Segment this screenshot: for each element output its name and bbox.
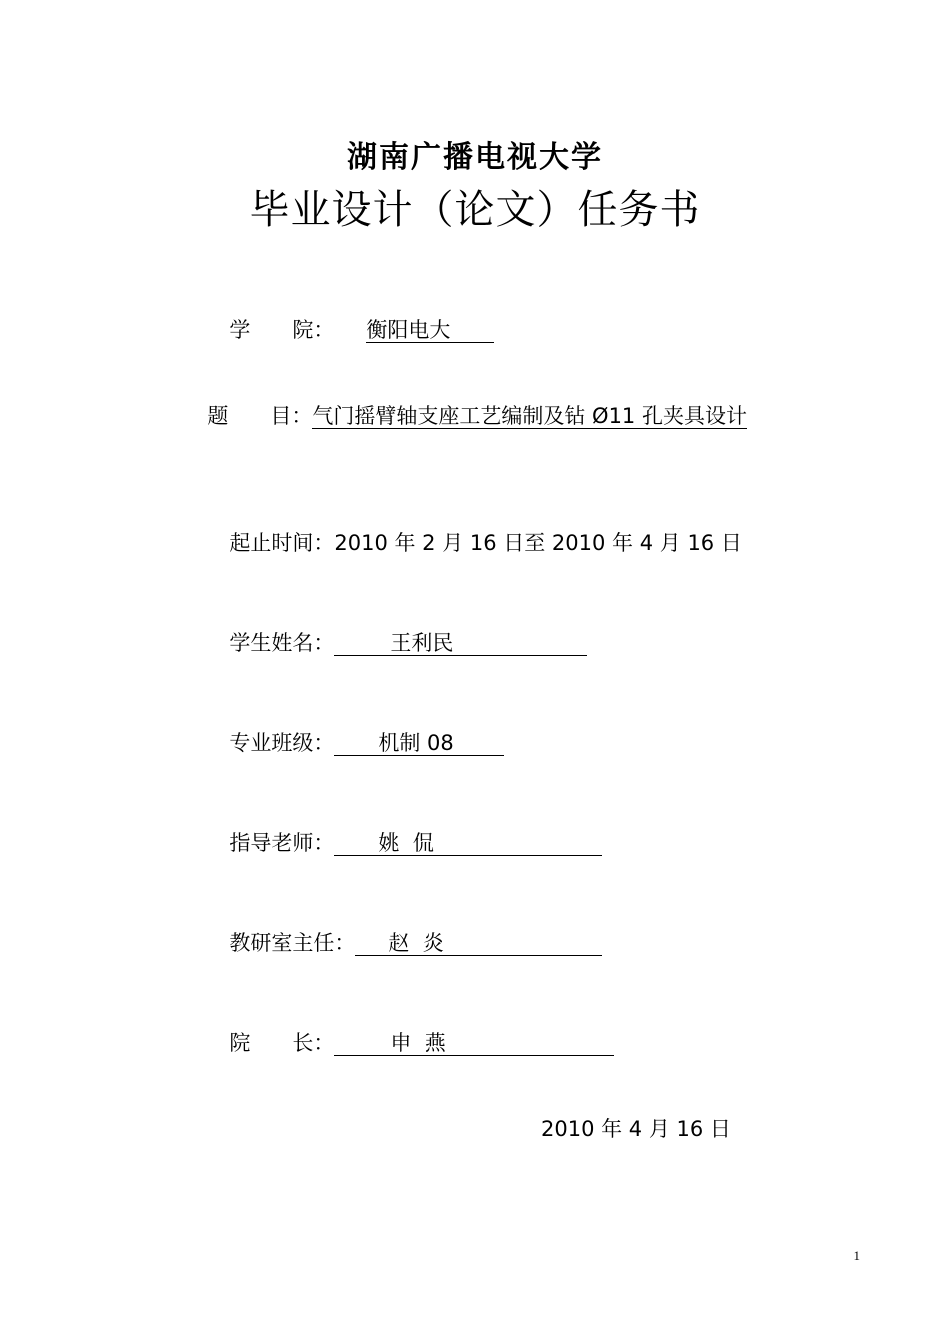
advisor-value: 姚 侃 <box>334 831 601 856</box>
dean-value: 申 燕 <box>334 1031 613 1056</box>
student-row <box>216 601 587 657</box>
topic-row <box>194 374 747 430</box>
major-class-label: 专业班级： <box>229 731 335 755</box>
signature-date: 2010 年 4 月 16 日 <box>541 1117 731 1141</box>
university-name: 湖南广播电视大学 <box>347 140 603 175</box>
advisor-label: 指导老师： <box>229 831 335 855</box>
topic-label: 题 目： <box>207 404 313 428</box>
college-row <box>216 288 494 344</box>
period-label: 起止时间： <box>229 531 335 555</box>
director-value: 赵 炎 <box>355 931 601 956</box>
director-label: 教研室主任： <box>229 931 356 955</box>
student-label: 学生姓名： <box>229 631 335 655</box>
period-row <box>216 501 742 557</box>
page-number: 1 <box>853 1248 860 1263</box>
period-value: 2010 年 2 月 16 日至 2010 年 4 月 16 日 <box>334 531 742 555</box>
dean-row <box>216 1001 614 1057</box>
dean-label: 院 长： <box>229 1031 335 1055</box>
student-value: 王利民 <box>334 631 587 656</box>
advisor-row <box>216 801 602 857</box>
topic-value: 气门摇臂轴支座工艺编制及钻 Ø11 孔夹具设计 <box>312 404 747 428</box>
director-row <box>216 901 602 957</box>
major-class-row <box>216 701 504 757</box>
major-class-value: 机制 08 <box>334 731 503 756</box>
college-value: 衡阳电大 <box>366 318 494 343</box>
document-title: 毕业设计（论文）任务书 <box>249 187 701 233</box>
college-label: 学 院： <box>229 318 335 342</box>
